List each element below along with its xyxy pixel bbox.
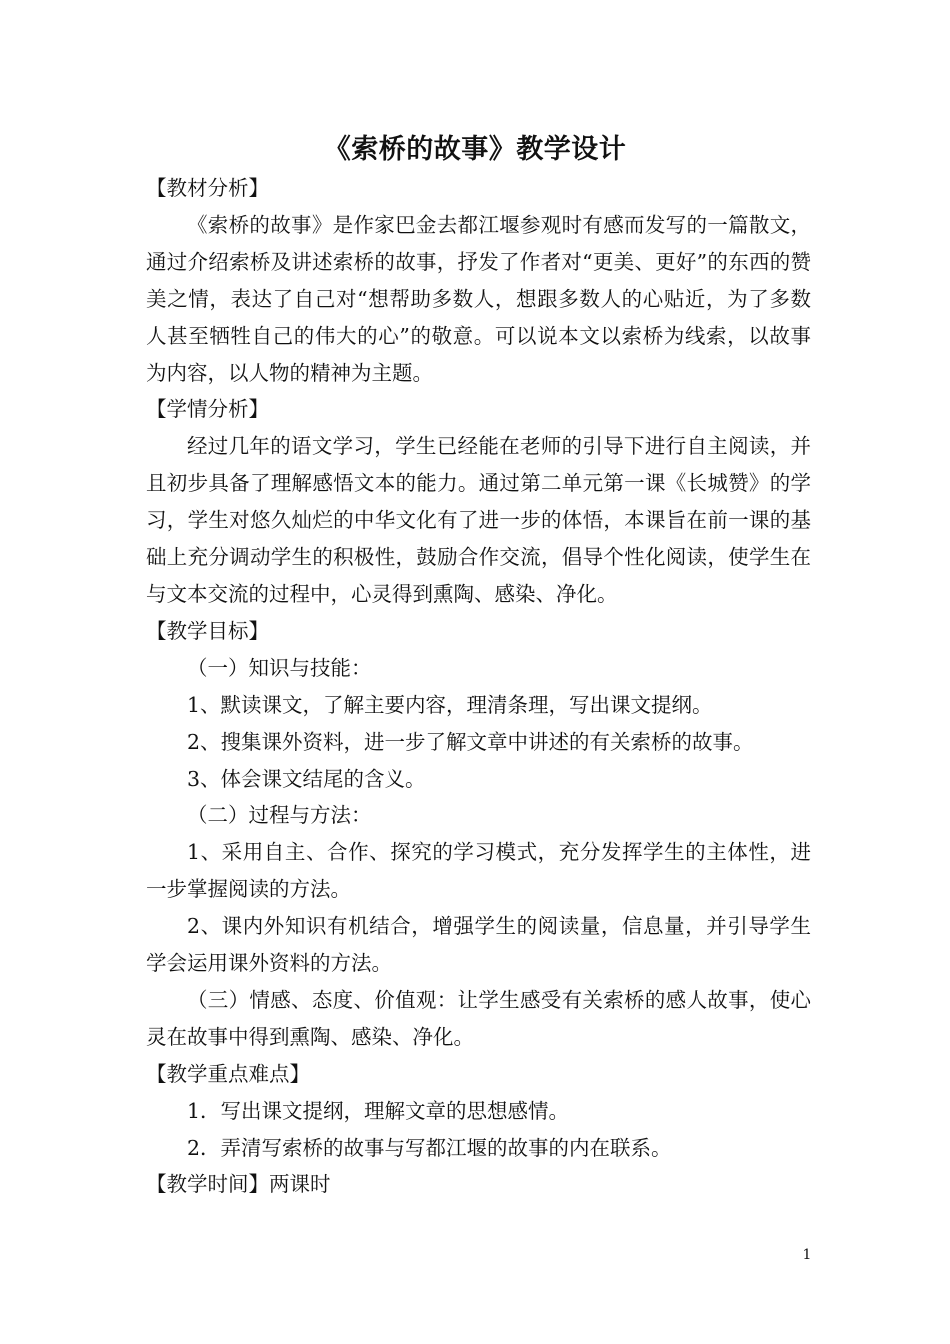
goals-sub1-item: 3、体会课文结尾的含义。: [187, 766, 426, 791]
section-heading-students: 【学情分析】: [146, 397, 269, 422]
goals-sub2-item: 1、采用自主、合作、探究的学习模式，充分发挥学生的主体性，进一步掌握阅读的方法。: [146, 840, 811, 902]
goals-sub1-title: （一）知识与技能：: [187, 655, 372, 680]
keypoint-item: 1．写出课文提纲，理解文章的思想感情。: [187, 1098, 570, 1123]
section-heading-time: 【教学时间】两课时: [146, 1172, 331, 1197]
section-heading-goals: 【教学目标】: [146, 618, 269, 643]
keypoint-item: 2．弄清写索桥的故事与写都江堰的故事的内在联系。: [187, 1135, 672, 1160]
goals-sub3-text: （三）情感、态度、价值观：让学生感受有关索桥的感人故事，使心灵在故事中得到熏陶、感染、净化。: [146, 987, 811, 1049]
page-number: 1: [802, 1247, 812, 1263]
document-title: 《索桥的故事》教学设计: [323, 134, 627, 165]
goals-sub1-item: 2、搜集课外资料，进一步了解文章中讲述的有关索桥的故事。: [187, 729, 754, 754]
section-heading-keypoints: 【教学重点难点】: [146, 1061, 310, 1086]
document-body: [146, 170, 811, 1203]
section-heading-material: 【教材分析】: [146, 176, 269, 200]
students-paragraph: 经过几年的语文学习，学生已经能在老师的引导下进行自主阅读，并且初步具备了理解感悟文本的能力。通过第二单元第一课《长城赞》的学习，学生对悠久灿烂的中华文化有了进一步的体悟，本课旨在前一课的基础上充分调动学生的积极性，鼓励合作交流，倡导个性化阅读，使学生在与文本交流的过程中，心灵得到熏陶、感染、净化。: [146, 434, 811, 606]
goals-sub2-item: 2、课内外知识有机结合，增强学生的阅读量，信息量，并引导学生学会运用课外资料的方法。: [146, 914, 811, 976]
goals-sub2-title: （二）过程与方法：: [187, 803, 372, 828]
material-paragraph: 《索桥的故事》是作家巴金去都江堰参观时有感而发写的一篇散文，通过介绍索桥及讲述索桥的故事，抒发了作者对“更美、更好”的东西的赞美之情，表达了自己对“想帮助多数人，想跟多数人的心贴近，为了多数人甚至牺牲自己的伟大的心”的敬意。可以说本文以索桥为线索，以故事为内容，以人物的精神为主题。: [146, 212, 811, 385]
goals-sub1-item: 1、默读课文，了解主要内容，理清条理，写出课文提纲。: [187, 692, 713, 717]
